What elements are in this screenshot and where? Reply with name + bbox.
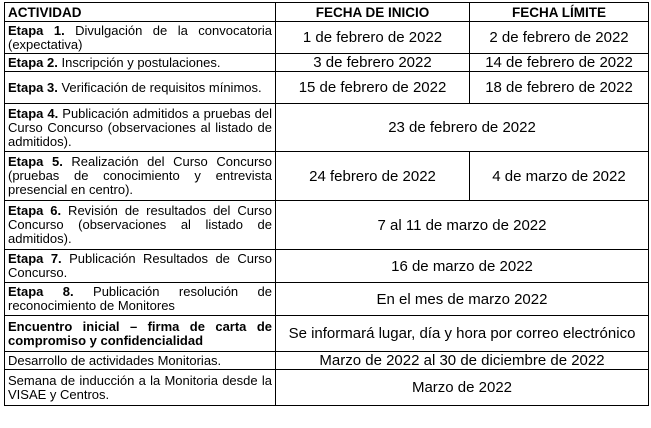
table-row (5, 152, 649, 201)
activity-cell (5, 370, 276, 406)
end-date-cell: 2 de febrero de 2022 (470, 22, 649, 54)
start-date-cell: 3 de febrero 2022 (276, 54, 470, 72)
header-end-date: FECHA LÍMITE (470, 3, 649, 22)
activity-cell (5, 250, 276, 283)
date-range-cell: 23 de febrero de 2022 (276, 104, 649, 152)
start-date-cell: 24 febrero de 2022 (276, 152, 470, 201)
end-date-cell: 18 de febrero de 2022 (470, 72, 649, 104)
activity-cell (5, 152, 276, 201)
activity-text: Publicación resolución de reconocimiento de Monitores (8, 284, 272, 313)
activity-cell (5, 316, 276, 352)
start-date-cell: 1 de febrero de 2022 (276, 22, 470, 54)
activity-cell (5, 72, 276, 104)
stage-label: Etapa 1. (8, 22, 65, 38)
activity-text: Verificación de requisitos mínimos. (57, 79, 262, 95)
activity-cell (5, 54, 276, 72)
stage-label: Etapa 5. (8, 154, 63, 169)
date-range-cell: Marzo de 2022 (276, 370, 649, 406)
table-row (5, 201, 649, 250)
activity-text: Desarrollo de actividades Monitorias. (8, 352, 222, 368)
stage-label: Etapa 4. (8, 105, 59, 121)
activity-text: Publicación Resultados de Curso Concurso. (8, 251, 273, 280)
stage-label: Etapa 2. (8, 54, 58, 70)
end-date-cell: 4 de marzo de 2022 (470, 152, 649, 201)
date-range-cell: 7 al 11 de marzo de 2022 (276, 201, 649, 250)
stage-label: Etapa 7. (8, 251, 62, 266)
activity-text: Semana de inducción a la Monitoria desde la VISAE y Centros. (8, 372, 272, 402)
table-row (5, 283, 649, 316)
activity-cell (5, 22, 276, 54)
start-date-cell: 15 de febrero de 2022 (276, 72, 470, 104)
header-row (5, 3, 649, 22)
activity-cell (5, 201, 276, 250)
activity-text: Publicación admitidos a pruebas del Curso Concurso (observaciones al listado de admitidos). (8, 105, 272, 149)
header-start-date: FECHA DE INICIO (276, 3, 470, 22)
table-row (5, 352, 649, 370)
stage-label: Etapa 8. (8, 284, 74, 299)
date-range-cell: 16 de marzo de 2022 (276, 250, 649, 283)
table-row (5, 316, 649, 352)
activity-cell (5, 104, 276, 152)
schedule-table (4, 2, 649, 406)
activity-text: Inscripción y postulaciones. (57, 54, 221, 70)
table-row (5, 104, 649, 152)
date-range-cell: Se informará lugar, día y hora por correo electrónico (276, 316, 649, 352)
activity-text: Realización del Curso Concurso (pruebas de conocimiento y entrevista presencial en centro). (8, 154, 273, 197)
stage-label: Etapa 3. (8, 79, 58, 95)
date-range-cell: Marzo de 2022 al 30 de diciembre de 2022 (276, 352, 649, 370)
table-row (5, 370, 649, 406)
activity-text: Divulgación de la convocatoria (expectativa) (8, 22, 273, 52)
activity-cell (5, 283, 276, 316)
table-row (5, 54, 649, 72)
end-date-cell: 14 de febrero de 2022 (470, 54, 649, 72)
stage-label: Etapa 6. (8, 203, 62, 218)
table-row (5, 72, 649, 104)
table-row (5, 22, 649, 54)
table-row (5, 250, 649, 283)
header-activity: ACTIVIDAD (5, 3, 276, 22)
date-range-cell: En el mes de marzo 2022 (276, 283, 649, 316)
activity-text: Revisión de resultados del Curso Concurso (observaciones al listado de admitidos). (8, 203, 272, 246)
activity-label-bold: Encuentro inicial – firma de carta de compromiso y confidencialidad (8, 318, 272, 348)
activity-cell (5, 352, 276, 370)
